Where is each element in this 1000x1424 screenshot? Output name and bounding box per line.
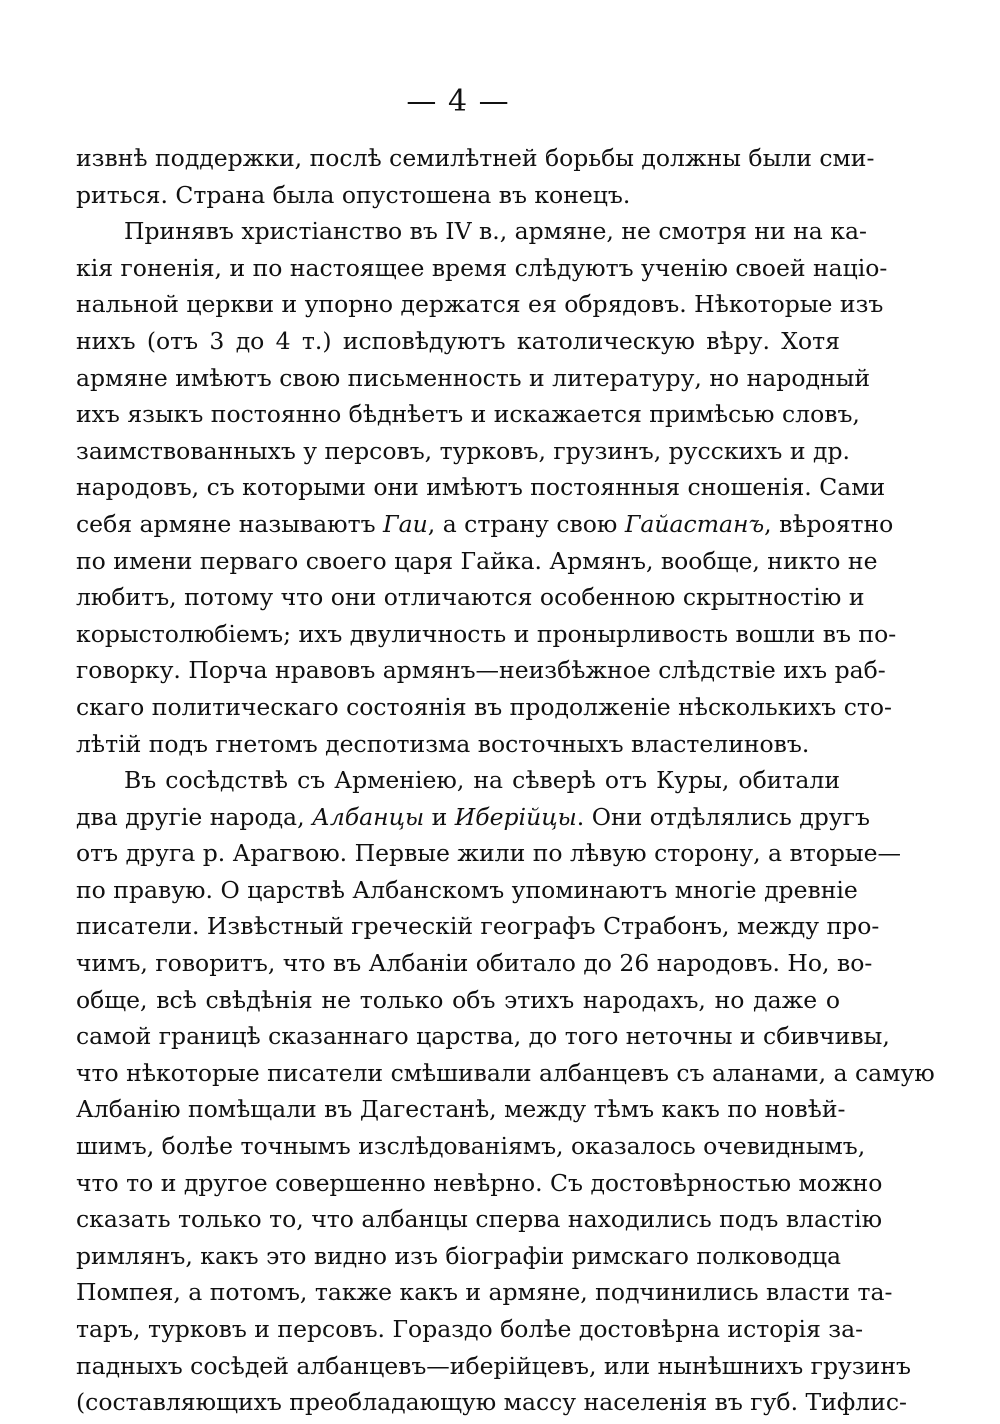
text-line: таръ, турковъ и персовъ. Гораздо болѣе достовѣрна исторія за-: [76, 1315, 864, 1343]
text-run: . Они отдѣлялись другъ: [576, 802, 870, 831]
text-line: корыстолюбіемъ; ихъ двуличность и пронырливость вошли въ по-: [76, 619, 897, 648]
text-run: , а страну свою: [427, 509, 625, 538]
text-line: любитъ, потому что они отличаются особенною скрытностію и: [76, 583, 865, 612]
text-line: лѣтій подъ гнетомъ деспотизма восточныхъ властелиновъ.: [76, 729, 810, 758]
italic-term: Иберійцы: [454, 802, 577, 831]
text-run: , вѣроятно: [764, 509, 894, 538]
text-line: заимствованныхъ у персовъ, турковъ, грузинъ, русскихъ и др.: [76, 436, 850, 465]
text-line: [76, 506, 894, 543]
text-line: падныхъ сосѣдей албанцевъ—иберійцевъ, или нынѣшнихъ грузинъ: [76, 1351, 911, 1380]
text-line: ихъ языкъ постоянно бѣднѣетъ и искажается примѣсью словъ,: [76, 400, 860, 429]
text-line: по имени перваго своего царя Гайка. Армянъ, вообще, никто не: [76, 546, 878, 575]
text-line: обще, всѣ свѣдѣнія не только объ этихъ народахъ, но даже о: [76, 985, 840, 1014]
text-line: Помпея, а потомъ, также какъ и армяне, подчинились власти та-: [76, 1278, 893, 1307]
text-run: себя армяне называютъ: [76, 509, 384, 538]
text-line: сказать только то, что албанцы сперва находились подъ властію: [76, 1205, 883, 1234]
text-line: [76, 799, 870, 836]
text-line: скаго политическаго состоянія въ продолженіе нѣсколькихъ сто-: [76, 692, 892, 721]
text-line: что нѣкоторые писатели смѣшивали албанцевъ съ аланами, а самую: [76, 1058, 935, 1087]
text-line: что то и другое совершенно невѣрно. Съ достовѣрностью можно: [76, 1168, 883, 1197]
text-line: Принявъ христіанство въ IV в., армяне, не смотря ни на ка-: [124, 217, 867, 246]
text-line: риться. Страна была опустошена въ конецъ.: [76, 180, 631, 209]
text-line: говорку. Порча нравовъ армянъ—неизбѣжное слѣдствіе ихъ раб-: [76, 656, 886, 685]
text-run: два другіе народа,: [76, 802, 313, 831]
text-line: по правую. О царствѣ Албанскомъ упоминаютъ многіе древніе: [76, 875, 858, 904]
italic-term: Гайастанъ: [624, 509, 765, 538]
text-line: самой границѣ сказаннаго царства, до того неточны и сбивчивы,: [76, 1022, 890, 1051]
text-run: Въ сосѣдствѣ съ Арменіею, на сѣверѣ отъ Куры, обитали: [124, 766, 840, 795]
text-run: и: [424, 802, 455, 831]
text-line: писатели. Извѣстный греческій географъ Страбонъ, между про-: [76, 912, 880, 941]
text-line: народовъ, съ которыми они имѣютъ постоянныя сношенія. Сами: [76, 473, 886, 502]
italic-term: Албанцы: [312, 802, 425, 831]
text-line: извнѣ поддержки, послѣ семилѣтней борьбы должны были сми-: [76, 144, 875, 172]
text-line: шимъ, болѣе точнымъ изслѣдованіямъ, оказалось очевиднымъ,: [76, 1132, 866, 1161]
text-line: нихъ (отъ 3 до 4 т.) исповѣдуютъ католическую вѣру. Хотя: [76, 326, 840, 355]
text-line: армяне имѣютъ свою письменность и литературу, но народный: [76, 363, 870, 392]
body-text: [76, 140, 935, 1421]
text-line: Албанію помѣщали въ Дагестанѣ, между тѣмъ какъ по новѣй-: [76, 1095, 846, 1124]
text-line: отъ друга р. Арагвою. Первые жили по лѣвую сторону, а вторые—: [76, 839, 902, 868]
text-line: кія гоненія, и по настоящее время слѣдуютъ ученію своей націо-: [76, 253, 888, 282]
italic-term: Гаи: [383, 509, 428, 538]
text-line: [76, 762, 840, 799]
page-number: — 4 —: [406, 84, 510, 119]
text-line: чимъ, говоритъ, что въ Албаніи обитало до 26 народовъ. Но, во-: [76, 949, 873, 978]
text-line: римлянъ, какъ это видно изъ біографіи римскаго полководца: [76, 1241, 841, 1270]
text-line: (составляющихъ преобладающую массу населенія въ губ. Тифлис-: [76, 1388, 907, 1417]
text-line: нальной церкви и упорно держатся ея обрядовъ. Нѣкоторые изъ: [76, 290, 884, 319]
